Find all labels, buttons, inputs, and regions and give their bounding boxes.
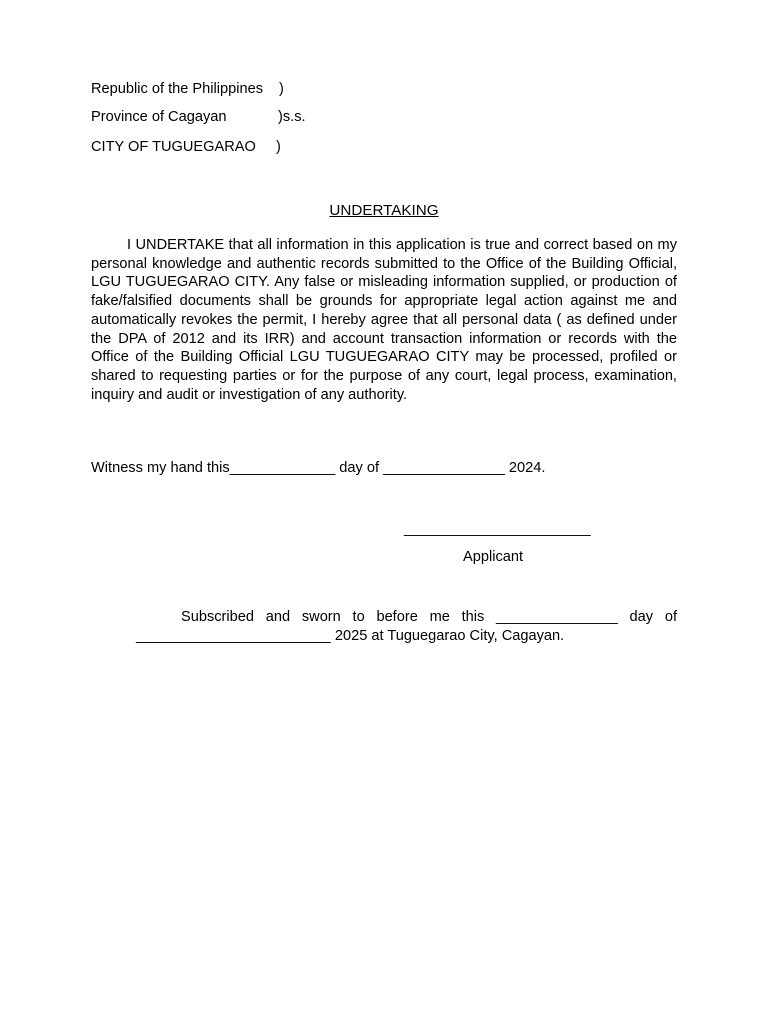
venue-city: CITY OF TUGUEGARAO (91, 139, 256, 155)
witness-line: Witness my hand this_____________ day of _______________ 2024. (91, 460, 546, 476)
venue-province: Province of Cagayan (91, 109, 227, 125)
venue-republic-paren: ) (279, 81, 284, 97)
venue-republic: Republic of the Philippines (91, 81, 263, 97)
venue-province-paren: )s.s. (278, 109, 306, 125)
applicant-label: Applicant (463, 549, 524, 565)
undertaking-paragraph: I UNDERTAKE that all information in this application is true and correct based on my personal knowledge and authentic records submitted to the Office of the Building Official, LGU TUGUEGARAO CITY. Any false or misleading information supplied, or production of fake/falsified documents shall be grounds for appropriate legal action against me and automatically revokes the permit, I hereby agree that all personal data ( as defined under the DPA of 2012 and its IRR) and account transaction information or records with the Office of the Building Official LGU TUGUEGARAO CITY may be processed, profiled or shared to requesting parties or for the purpose of any court, legal process, examination, inquiry and audit or investigation of any authority. (91, 237, 677, 403)
jurat-paragraph: Subscribed and sworn to before me this _______________ day of ________________________ 2025 at Tuguegarao City, Cagayan. (136, 609, 677, 644)
document-title: UNDERTAKING (329, 202, 439, 219)
applicant-signature-line: _______________________ (404, 521, 591, 537)
venue-city-paren: ) (276, 139, 281, 155)
